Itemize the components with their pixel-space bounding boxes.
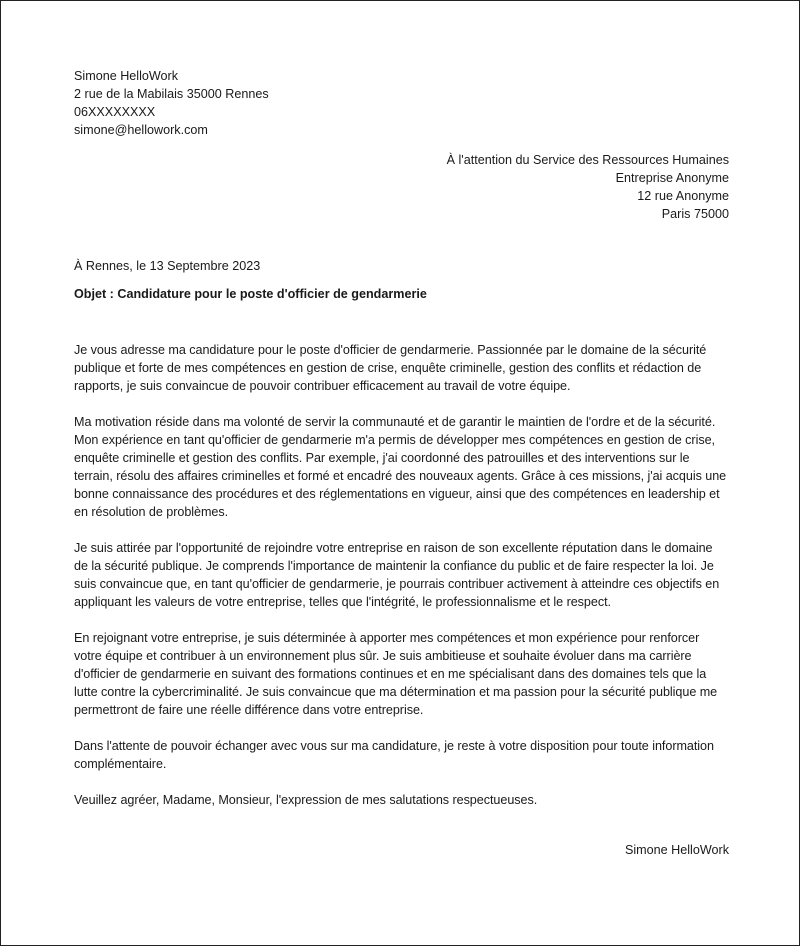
recipient-street: 12 rue Anonyme <box>637 189 729 203</box>
letter-body <box>74 341 729 809</box>
body-paragraph: Je suis attirée par l'opportunité de rejoindre votre entreprise en raison de son excellente réputation dans le domaine de la sécurité publique. Je comprends l'importance de maintenir la confiance du public et de faire respecter la loi. Je suis convaincue que, en tant qu'officier de gendarmerie, je pourrais contribuer activement à atteindre ces objectifs en appliquant les valeurs de votre entreprise, telles que l'intégrité, le professionnalisme et le respect. <box>74 541 720 609</box>
body-paragraph: En rejoignant votre entreprise, je suis déterminée à apporter mes compétences et mon expérience pour renforcer votre équipe et contribuer à un environnement plus sûr. Je suis ambitieuse et souhaite évoluer dans ma carrière d'officier de gendarmerie en suivant des formations continues et en me spécialisant dans des domaines tels que la lutte contre la cybercriminalité. Je suis convaincue que ma détermination et ma passion pour la sécurité publique me permettront de faire une réelle différence dans votre entreprise. <box>74 631 718 717</box>
recipient-company: Entreprise Anonyme <box>615 171 729 185</box>
sender-address: 2 rue de la Mabilais 35000 Rennes <box>74 87 269 101</box>
body-paragraph: Dans l'attente de pouvoir échanger avec vous sur ma candidature, je reste à votre disposition pour toute information complémentaire. <box>74 739 714 771</box>
body-paragraph: Je vous adresse ma candidature pour le poste d'officier de gendarmerie. Passionnée par le domaine de la sécurité publique et forte de mes compétences en gestion de crise, enquête criminelle, gestion des conflits et rédaction de rapports, je suis convaincue de pouvoir contribuer efficacement au travail de votre équipe. <box>74 343 707 393</box>
sender-email: simone@hellowork.com <box>74 123 208 137</box>
letter-subject: Objet : Candidature pour le poste d'officier de gendarmerie <box>74 287 427 301</box>
signature: Simone HelloWork <box>624 843 729 857</box>
recipient-city: Paris 75000 <box>661 207 729 221</box>
sender-phone: 06XXXXXXXX <box>74 105 156 119</box>
sender-name: Simone HelloWork <box>74 69 179 83</box>
recipient-attention: À l'attention du Service des Ressources Humaines <box>446 153 729 167</box>
closing-formula: Veuillez agréer, Madame, Monsieur, l'expression de mes salutations respectueuses. <box>74 793 538 807</box>
letter-content <box>74 67 729 859</box>
sender-block <box>74 67 729 139</box>
place-date: À Rennes, le 13 Septembre 2023 <box>74 259 261 273</box>
recipient-block <box>74 151 729 223</box>
body-paragraph: Ma motivation réside dans ma volonté de servir la communauté et de garantir le maintien de l'ordre et de la sécurité. Mon expérience en tant qu'officier de gendarmerie m'a permis de développer mes compétences en gestion de crise, enquête criminelle et gestion des conflits. Par exemple, j'ai coordonné des patrouilles et des interventions sur le terrain, résolu des affaires criminelles et formé et encadré des nouveaux agents. Grâce à ces missions, j'ai acquis une bonne connaissance des procédures et des réglementations en vigueur, ainsi que des compétences en leadership et en résolution de problèmes. <box>74 415 727 519</box>
